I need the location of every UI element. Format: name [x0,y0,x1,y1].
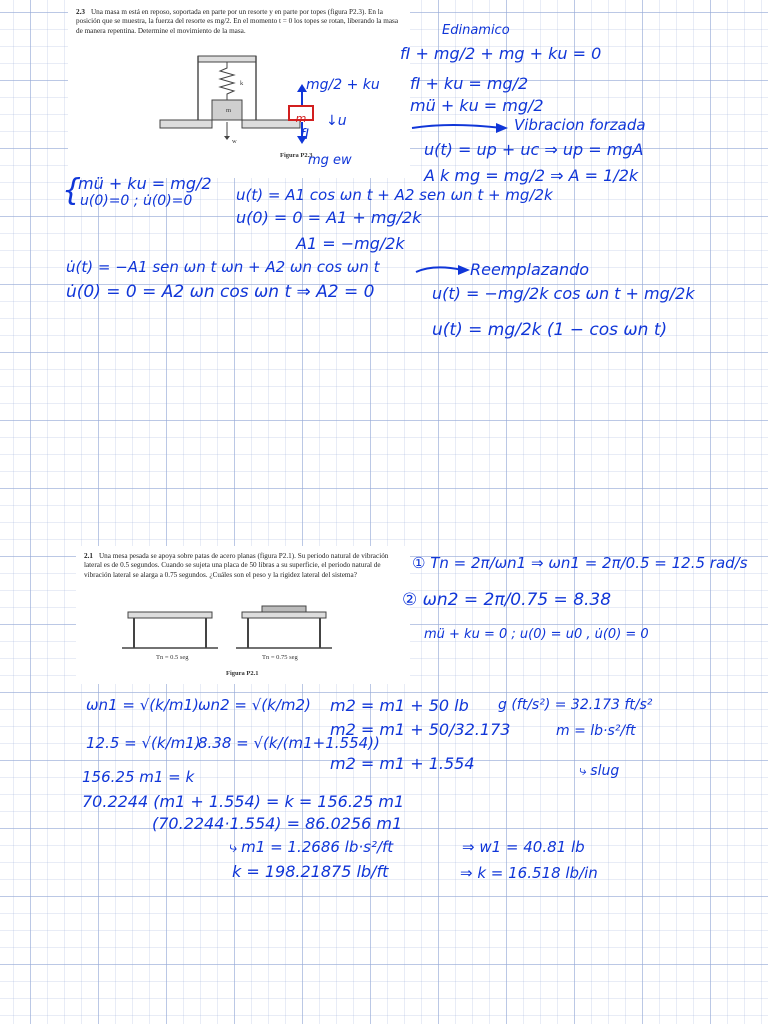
velocity-equation: u̇(t) = −A1 sen ωn t ωn + A2 ωn cos ωn t [66,258,380,276]
heading-dynamic-equilibrium: Edinamico [442,23,510,38]
m1-result: ⤷ m1 = 1.2686 lb·s²/ft [228,838,394,856]
solution-initial-condition: u(0) = 0 = A1 + mg/2k [236,208,422,227]
constant-a1: A1 = −mg/2k [296,234,405,253]
equation-of-motion: mü + ku = mg/2 [410,96,544,115]
fbd-inertia-force: fI [300,127,310,143]
problem-2-3-text [76,8,406,36]
fbd-mass-label: m [295,112,307,125]
figure-label-k: k [240,80,244,87]
wn1-formula: ωn1 = √(k/m1) [86,696,199,714]
displacement-result-2: u(t) = mg/2k (1 − cos ωn t) [432,320,668,340]
slug-note: ⤷ slug [578,763,620,779]
caption-tn-left: Tn = 0.5 seg [156,654,189,661]
m2-equation-2: m2 = m1 + 50/32.173 [330,720,511,739]
m2-equation-1: m2 = m1 + 50 lb [330,696,469,715]
free-vibration-system: mü + ku = 0 ; u(0) = u0 , u̇(0) = 0 [424,627,649,642]
fbd-weight: mg ew [308,153,352,168]
stiffness-equation-2: 70.2244 (m1 + 1.554) = k = 156.25 m1 [82,792,405,811]
k-result-lb-ft: k = 198.21875 lb/ft [232,862,389,881]
fbd-top-force: mg/2 + ku [306,77,380,93]
step-1-natural-frequency: ① Tn = 2π/ωn1 ⇒ ωn1 = 2π/0.5 = 12.5 rad/s [412,554,748,572]
equation-inertia-force: fI + mg/2 + mg + ku = 0 [400,44,602,63]
m2-equation-3: m2 = m1 + 1.554 [330,754,475,773]
problem-2-1-text [84,552,408,580]
velocity-initial-condition: u̇(0) = 0 = A2 ωn cos ωn t ⇒ A2 = 0 [66,282,375,302]
arrow-to-replacing [414,264,474,276]
figure-p2-1 [122,602,382,662]
system-bracket: { [62,173,82,208]
equation-superposition: u(t) = up + uc ⇒ up = mgA [424,140,644,159]
label-forced-vibration: Vibracion forzada [514,116,646,134]
general-solution: u(t) = A1 cos ωn t + A2 sen ωn t + mg/2k [236,186,553,204]
system-equation: mü + ku = mg/2 [78,174,212,193]
wn2-formula: ωn2 = √(k/m2) [198,696,311,714]
figure-label-w: w [232,138,237,145]
wn2-numeric: 8.38 = √(k/(m1+1.554)) [198,734,380,752]
equation-inertia-force-2: fI + ku = mg/2 [410,74,529,93]
displacement-result-1: u(t) = −mg/2k cos ωn t + mg/2k [432,284,695,303]
gravity-value: g (ft/s²) = 32.173 ft/s² [498,697,653,713]
figure-caption-p2-3: Figura P2.3 [280,152,313,159]
stiffness-equation-1: 156.25 m1 = k [82,768,195,786]
problem-number: 2.1 [84,552,93,560]
figure-label-m: m [226,107,232,114]
system-initial-conditions: u(0)=0 ; u̇(0)=0 [80,193,193,209]
problem-number: 2.3 [76,8,85,16]
arrow-to-forced-vibration [410,122,510,134]
w1-result: ⇒ w1 = 40.81 lb [462,838,585,856]
problem-statement: Una mesa pesada se apoya sobre patas de acero planas (figura P2.1). Su periodo natural de vibración lateral es de 0.5 segundos. Cuando se sujeta una placa de 50 libras a su superficie, el periodo natural de vibración lateral se alarga a 0.75 segundos. ¿Cuáles son el peso y la rigidez lateral del sistema? [84,552,389,579]
label-replacing: Reemplazando [470,260,590,279]
problem-2-1-block [76,546,410,684]
fbd-displacement: ↓u [326,113,347,129]
figure-caption-p2-1: Figura P2.1 [226,670,259,677]
stiffness-equation-3: (70.2244·1.554) = 86.0256 m1 [152,814,403,833]
caption-tn-right: Tn = 0.75 seg [262,654,298,661]
mass-unit-box: m = lb·s²/ft [556,723,636,739]
problem-statement: Una masa m está en reposo, soportada en parte por un resorte y en parte por topes (figura P2.3). En la posición que se muestra, la fuerza del resorte es mg/2. En el momento t = 0 los topes se rotan, liberando la masa de manera repentina. Determine el movimiento de la masa. [76,8,399,35]
wn1-numeric: 12.5 = √(k/m1) [86,734,201,752]
equation-amplitude: A k mg = mg/2 ⇒ A = 1/2k [424,166,639,185]
k-result-lb-in: ⇒ k = 16.518 lb/in [460,864,598,882]
fbd-mass-box [288,105,314,125]
step-2-natural-frequency: ② ωn2 = 2π/0.75 = 8.38 [402,590,612,610]
